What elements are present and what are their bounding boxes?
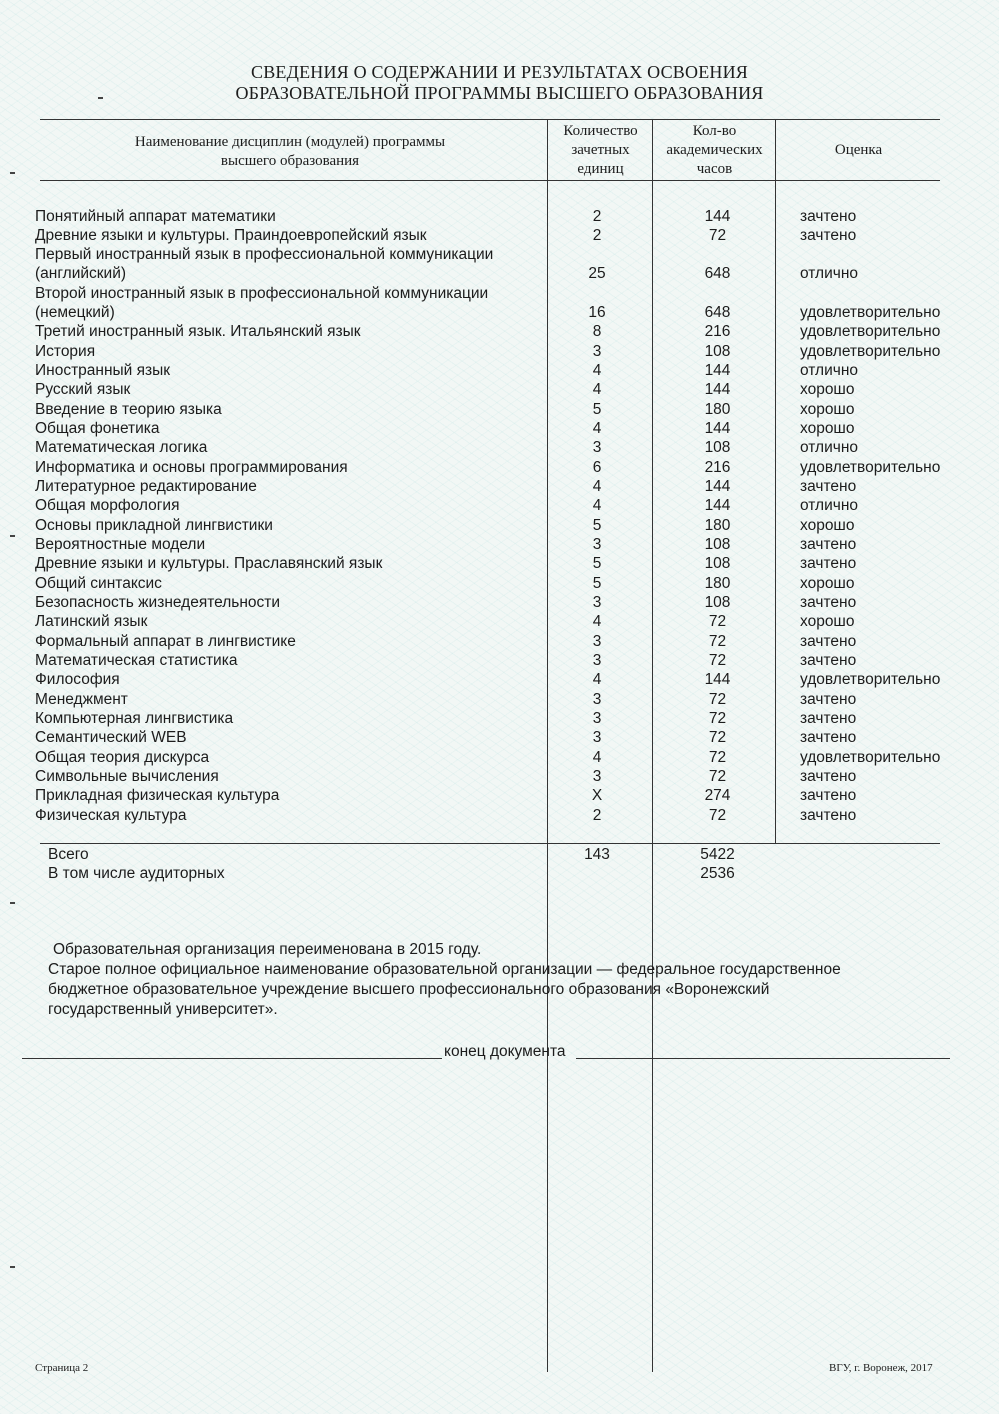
table-row-name-line: Второй иностранный язык в профессиональной коммуникации: [35, 285, 489, 302]
table-row: Символьные вычисления 3 72 зачтено: [35, 768, 857, 785]
note-line-1: Образовательная организация переименована в 2015 году.: [53, 941, 482, 958]
table-top-rule: [40, 119, 940, 120]
note-line-4: государственный университет».: [48, 1001, 278, 1018]
classroom-label: В том числе аудиторных: [48, 865, 225, 882]
document-title-line-2: ОБРАЗОВАТЕЛЬНОЙ ПРОГРАММЫ ВЫСШЕГО ОБРАЗОВАНИЯ: [235, 83, 764, 103]
table-row: Третий иностранный язык. Итальянский язык 8 216 удовлетворительно: [35, 323, 941, 340]
total-row: [0, 845, 999, 865]
classroom-row: [0, 864, 999, 884]
table-row-name-line: Первый иностранный язык в профессиональной коммуникации: [35, 246, 494, 263]
table-row: История 3 108 удовлетворительно: [35, 343, 941, 360]
header-hours-line-3: часов: [696, 161, 733, 177]
margin-mark: [10, 1266, 15, 1268]
end-rule-right: [576, 1058, 950, 1059]
table-row: Древние языки и культуры. Праславянский язык 5 108 зачтено: [35, 555, 857, 572]
table-row: Компьютерная лингвистика 3 72 зачтено: [35, 710, 857, 727]
table-row: Прикладная физическая культура X 274 зачтено: [35, 787, 857, 804]
table-row: Введение в теорию языка 5 180 хорошо: [35, 401, 855, 418]
end-rule-left: [22, 1058, 442, 1059]
table-row: Менеджмент 3 72 зачтено: [35, 691, 857, 708]
header-credits-line-1: Количество: [563, 123, 638, 139]
issuer-footer: ВГУ, г. Воронеж, 2017: [829, 1362, 933, 1374]
table-row: Древние языки и культуры. Праиндоевропейский язык 2 72 зачтено: [35, 227, 857, 244]
header-hours: [654, 122, 775, 179]
margin-mark: [10, 535, 15, 537]
header-discipline-line-2: высшего образования: [220, 153, 360, 169]
table-row: (английский) 25 648 отлично: [35, 265, 858, 282]
header-discipline: [90, 133, 490, 171]
table-row: Общая морфология 4 144 отлично: [35, 497, 858, 514]
table-row: Литературное редактирование 4 144 зачтено: [35, 478, 857, 495]
table-row: Вероятностные модели 3 108 зачтено: [35, 536, 857, 553]
table-row: Философия 4 144 удовлетворительно: [35, 671, 941, 688]
table-row: Семантический WEB 3 72 зачтено: [35, 729, 857, 746]
margin-mark: [10, 902, 15, 904]
table-row: (немецкий) 16 648 удовлетворительно: [35, 304, 941, 321]
total-hours: 5422: [700, 846, 735, 863]
document-title-line-1: СВЕДЕНИЯ О СОДЕРЖАНИИ И РЕЗУЛЬТАТАХ ОСВОЕНИЯ: [250, 62, 748, 82]
table-row: Математическая статистика 3 72 зачтено: [35, 652, 857, 669]
table-row: Общая теория дискурса 4 72 удовлетворительно: [35, 749, 941, 766]
table-row: Общая фонетика 4 144 хорошо: [35, 420, 855, 437]
page-number: Страница 2: [35, 1362, 89, 1374]
header-hours-line-1: Кол-во: [692, 123, 737, 139]
margin-mark: [98, 97, 103, 99]
note-line-2: Старое полное официальное наименование образовательной организации — федеральное государственное: [48, 961, 841, 978]
total-credits: 143: [584, 846, 610, 863]
header-credits: [549, 122, 652, 179]
table-row: Физическая культура 2 72 зачтено: [35, 807, 857, 824]
table-row: Безопасность жизнедеятельности 3 108 зачтено: [35, 594, 857, 611]
margin-mark: [10, 172, 15, 174]
total-label: Всего: [48, 846, 89, 863]
header-credits-line-2: зачетных: [571, 142, 630, 158]
header-credits-line-3: единиц: [577, 161, 624, 177]
table-row: Латинский язык 4 72 хорошо: [35, 613, 855, 630]
table-row: Русский язык 4 144 хорошо: [35, 381, 855, 398]
table-row: Иностранный язык 4 144 отлично: [35, 362, 858, 379]
table-row: Общий синтаксис 5 180 хорошо: [35, 575, 855, 592]
header-grade: Оценка: [834, 142, 883, 158]
note-line-3: бюджетное образовательное учреждение высшего профессионального образования «Воронежский: [48, 981, 770, 998]
table-row: Понятийный аппарат математики 2 144 зачтено: [35, 208, 857, 225]
table-row: Математическая логика 3 108 отлично: [35, 439, 858, 456]
classroom-hours: 2536: [700, 865, 735, 882]
table-row: Информатика и основы программирования 6 216 удовлетворительно: [35, 459, 941, 476]
table-row: Основы прикладной лингвистики 5 180 хорошо: [35, 517, 855, 534]
totals-rule: [40, 843, 940, 844]
table-row: Формальный аппарат в лингвистике 3 72 зачтено: [35, 633, 857, 650]
header-discipline-line-1: Наименование дисциплин (модулей) программы: [134, 134, 446, 150]
header-hours-line-2: академических: [666, 142, 763, 158]
end-marker: конец документа: [444, 1043, 566, 1060]
header-bottom-rule: [40, 180, 940, 181]
